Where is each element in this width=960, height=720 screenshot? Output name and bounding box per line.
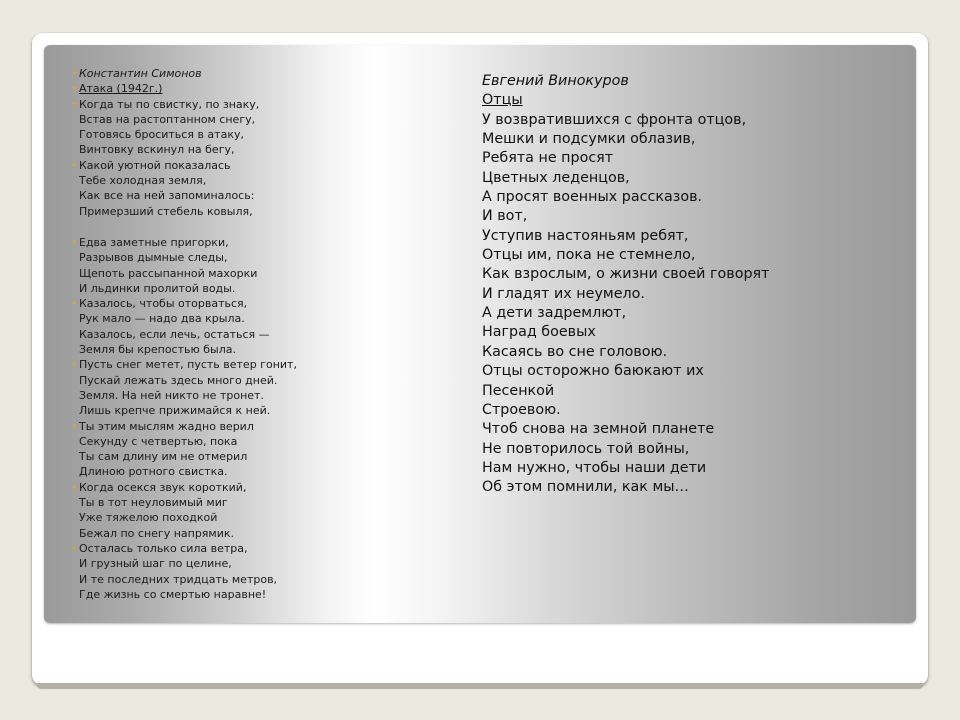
poem-line: И те последних тридцать метров, [79,572,278,586]
poem-line: У возвратившихся с фронта отцов, [482,111,747,128]
poem-line: Цветных леденцов, [482,169,630,186]
poem-line: • Какой уютной показалась [74,158,404,173]
poem-line: Касаясь во сне головою. [482,343,668,360]
poem-line: И гладят их неумело. [482,285,645,302]
poem-line: Ты в тот неуловимый миг [79,496,228,510]
poem-line: • Осталась только сила ветра, [74,541,404,556]
poem-line: Казалось, если лечь, остаться — [79,327,270,341]
vinokurov-poem [482,72,812,498]
poem-line: Примерзший стебель ковыля, [79,204,253,218]
poem-line: Пускай лежать здесь много дней. [79,373,278,387]
simonov-poem [74,66,404,602]
poem-line: Винтовку вскинул на бегу, [79,143,235,157]
slide-card-edge [36,683,924,689]
poem-line: А просят военных рассказов. [482,189,703,206]
poem-line: Строевою. [482,401,561,418]
poem-line: Секунду с четвертью, пока [79,434,238,448]
poem-line: Уже тяжелою походкой [79,511,218,525]
poem-line: Щепоть рассыпанной махорки [79,266,258,280]
poem-line: Ты сам длину им не отмерил [79,450,248,464]
poem-line: Чтоб снова на земной планете [482,421,715,438]
poem-line: Ребята не просят [482,150,614,167]
poem-line: Песенкой [482,382,555,399]
poem-line: • Ты этим мыслям жадно верил [74,419,404,434]
poem-line: И грузный шаг по целине, [79,557,232,571]
poem-line: А дети задремлют, [482,305,627,322]
poem-line: • Когда осекся звук короткий, [74,480,404,495]
stanza-gap [74,219,404,235]
poem-line: Лишь крепче прижимайся к ней. [79,404,271,418]
poem-line: Где жизнь со смертью наравне! [79,587,267,601]
poem-line: • Казалось, чтобы оторваться, [74,296,404,311]
poem-line: Бежал по снегу напрямик. [79,526,235,540]
poem-line: Готовясь броситься в атаку, [79,128,244,142]
poem-line: Отцы им, пока не стемнело, [482,247,696,264]
poem-line: Разрывов дымные следы, [79,251,228,265]
poem-line: Об этом помнили, как мы… [482,479,689,496]
poem-line: Как взрослым, о жизни своей говорят [482,266,770,283]
poem-title: • Атака (1942г.) [74,81,404,96]
poem-line: • Едва заметные пригорки, [74,235,404,250]
poem-line: И вот, [482,208,528,225]
poem-line: • Когда ты по свистку, по знаку, [74,97,404,112]
poem-line: Земля. На ней никто не тронет. [79,388,264,402]
poem-line: Мешки и подсумки облазив, [482,131,696,148]
poem-line: • Пусть снег метет, пусть ветер гонит, [74,357,404,372]
poem-line: Наград боевых [482,324,596,341]
poem-line: Тебе холодная земля, [79,174,207,188]
poem-line: Рук мало — надо два крыла. [79,312,245,326]
poem-line: Отцы осторожно баюкают их [482,363,704,380]
poem-author: Евгений Винокуров [482,73,629,89]
poem-author: • Константин Симонов [74,66,404,81]
poem-line: Как все на ней запоминалось: [79,189,255,203]
poem-line: Встав на растоптанном снегу, [79,112,256,126]
poem-line: Нам нужно, чтобы наши дети [482,459,707,476]
poem-line: И льдинки пролитой воды. [79,281,236,295]
poem-line: Не повторилось той войны, [482,440,690,457]
poem-line: Длиною ротного свистка. [79,465,228,479]
poem-line: Земля бы крепостью была. [79,343,236,357]
poem-title: Отцы [482,92,523,109]
poem-line: Уступив настояньям ребят, [482,227,689,244]
